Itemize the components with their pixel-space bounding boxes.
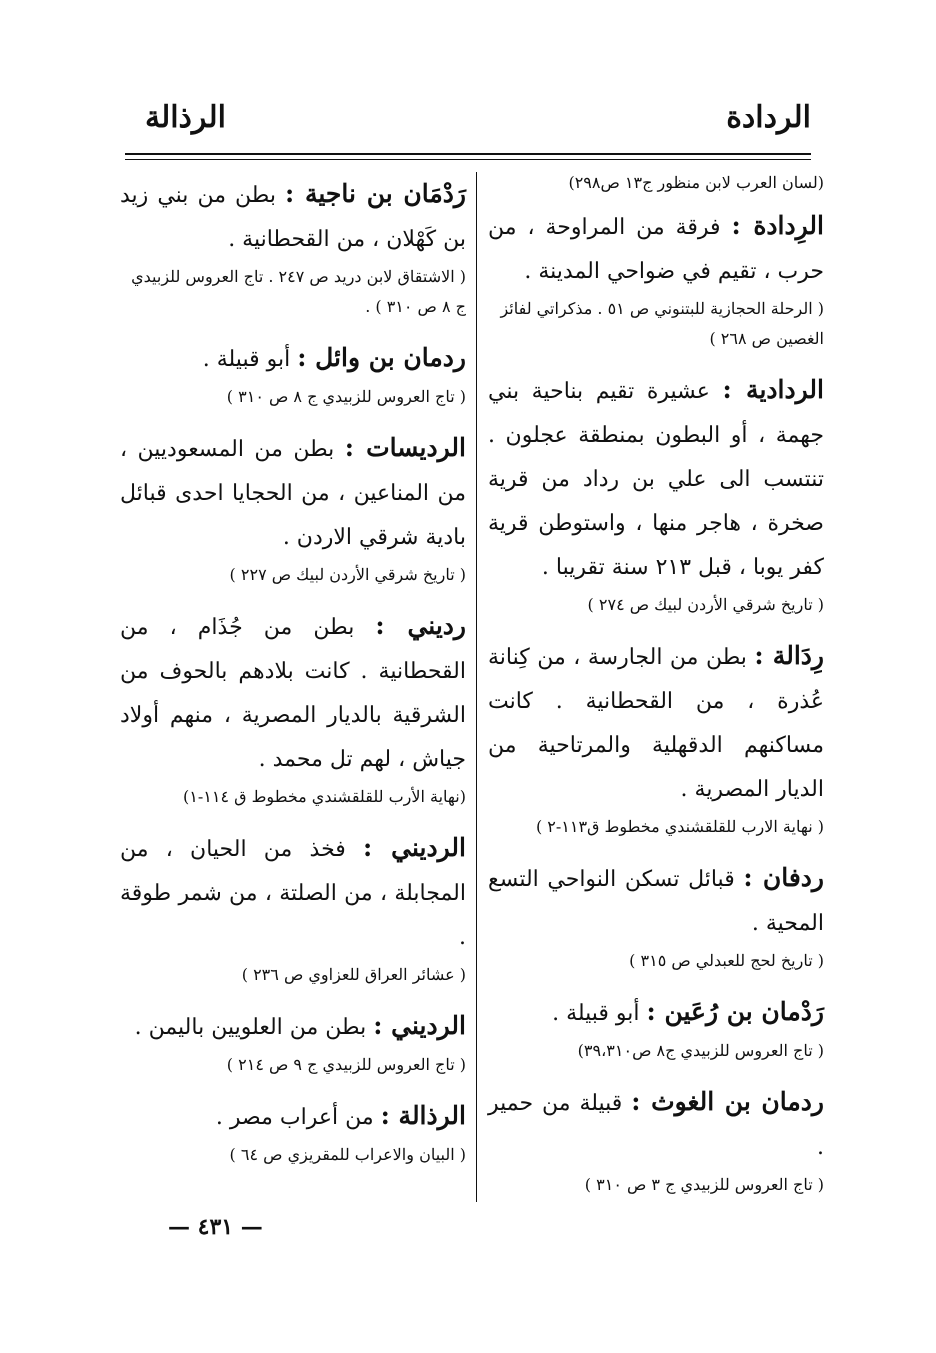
entry-source: ( عشائر العراق للعزاوي ص ٢٣٦ ) [241,965,466,984]
entry-source: ( تاج العروس للزبيدي ج ٨ ص ٣١٠ ) [226,387,466,406]
entry-body: بطن من المسعوديين ، من المناعين ، من الحجايا احدى قبائل بادية شرقي الاردن . [120,437,466,550]
entry [120,1004,466,1050]
continued-source: (لسان العرب لابن منظور ج١٣ ص٢٩٨) [568,173,824,192]
entry [120,426,466,560]
entry-term: رَدْمَان بن ناجية : [285,179,466,208]
entry-source: ( الرحلة الحجازية للبتنوني ص ٥١ . مذكراتي لفائز الغصين ص ٢٦٨ ) [500,299,824,348]
entry [120,604,466,782]
entry-body: بطن من العلويين باليمن . [134,1015,367,1040]
entry-term: رَدْمان بن رُعَين : [646,997,824,1026]
entry [488,634,824,812]
running-header-left: الرذالة [145,100,226,135]
entry [120,1094,466,1140]
entry [120,336,466,382]
entry-term: الرديني : [373,1011,466,1040]
entry-body: عشيرة تقيم بناحية بني جهمة ، أو البطون بمنطقة عجلون . تنتسب الى علي بن رداد من قرية صخرة ، هاجر منها ، واستوطن قرية كفر يوبا ، قبل ٢١٣ سنة تقريبا . [488,379,824,580]
entry-source: ( تاريخ شرقي الأردن لبيك ص ٢٧٤ ) [587,595,824,614]
header-rule-thin [125,159,811,160]
column-divider [476,172,477,1202]
entry-term: ردمان بن وائل : [297,343,466,372]
entry-term: ردمان بن الغوث : [631,1087,824,1116]
entry-term: الردادية : [722,375,824,404]
entry [488,368,824,590]
entry-source: ( البيان والاعراب للمقريزي ص ٦٤ ) [229,1145,466,1164]
entry-term: الرديسات : [344,433,466,462]
entry [488,856,824,946]
right-column [488,172,824,1206]
entry-body: قبيلة من حمير . [488,1091,824,1160]
entry-source: ( تاريخ لحج للعبدلي ص ٣١٥ ) [629,951,824,970]
entry [120,172,466,262]
entry [488,1080,824,1170]
entry-body: من أعراب مصر . [215,1105,374,1130]
entry [120,826,466,960]
entry-source: ( الاشتقاق لابن دريد ص ٢٤٧ . تاج العروس للزبيدي ج ٨ ص ٣١٠ ) . [131,267,466,316]
entry-term: الرديني : [363,833,466,862]
entry-source: ( تاج العروس للزبيدي ج ٩ ص ٢١٤ ) [226,1055,466,1074]
entry [488,990,824,1036]
page-number: — ٤٣١ — [168,1214,263,1240]
running-header-right: الردادة [726,100,811,135]
entry-term: الرذالة : [380,1101,466,1130]
entry-body: بطن من بني زيد بن كَهْلان ، من القحطانية . [120,183,466,252]
entry-source: ( نهاية الارب للقلقشندي مخطوط ق١١٣-٢ ) [535,817,824,836]
entry-term: ردفان : [743,863,824,892]
entry-term: الرِدادة : [731,211,824,240]
entry-body: أبو قبيلة . [552,1001,640,1026]
entry-body: فخذ من الحيان ، من المجابلة ، من الصلتة ، من شمر طوقة . [120,837,466,950]
entry-term: رديني : [375,611,466,640]
entry-source: ( تاريخ شرقي الأردن لبيك ص ٢٢٧ ) [229,565,466,584]
entry-body: فرقة من المراوحة ، من حرب ، تقيم في ضواحي المدينة . [488,215,824,284]
entry-source: ( تاج العروس للزبيدي ج ٣ ص ٣١٠ ) [584,1175,824,1194]
entry-body: قبائل تسكن النواحي التسع المحية . [488,867,824,936]
header-rule-thick [125,153,811,155]
entry-body: بطن من جُذَام ، من القحطانية . كانت بلادهم بالحوف من الشرقية بالديار المصرية ، منهم أولاد جياش ، لهم تل محمد . [120,615,466,772]
entry-source: ( تاج العروس للزبيدي ج٨ ص٣٩،٣١٠) [577,1041,824,1060]
entry-body: أبو قبيلة . [202,347,291,372]
entry-term: رِدَالة : [754,641,824,670]
entry [488,204,824,294]
left-column [120,172,466,1176]
entry-source: (نهاية الأرب للقلقشندي مخطوط ق ١١٤-١) [183,787,466,806]
entry-body: بطن من الجارسة ، من كِنانة عُذرة ، من القحطانية . كانت مساكنهم الدقهلية والمرتاحية من الديار المصرية . [488,645,824,802]
